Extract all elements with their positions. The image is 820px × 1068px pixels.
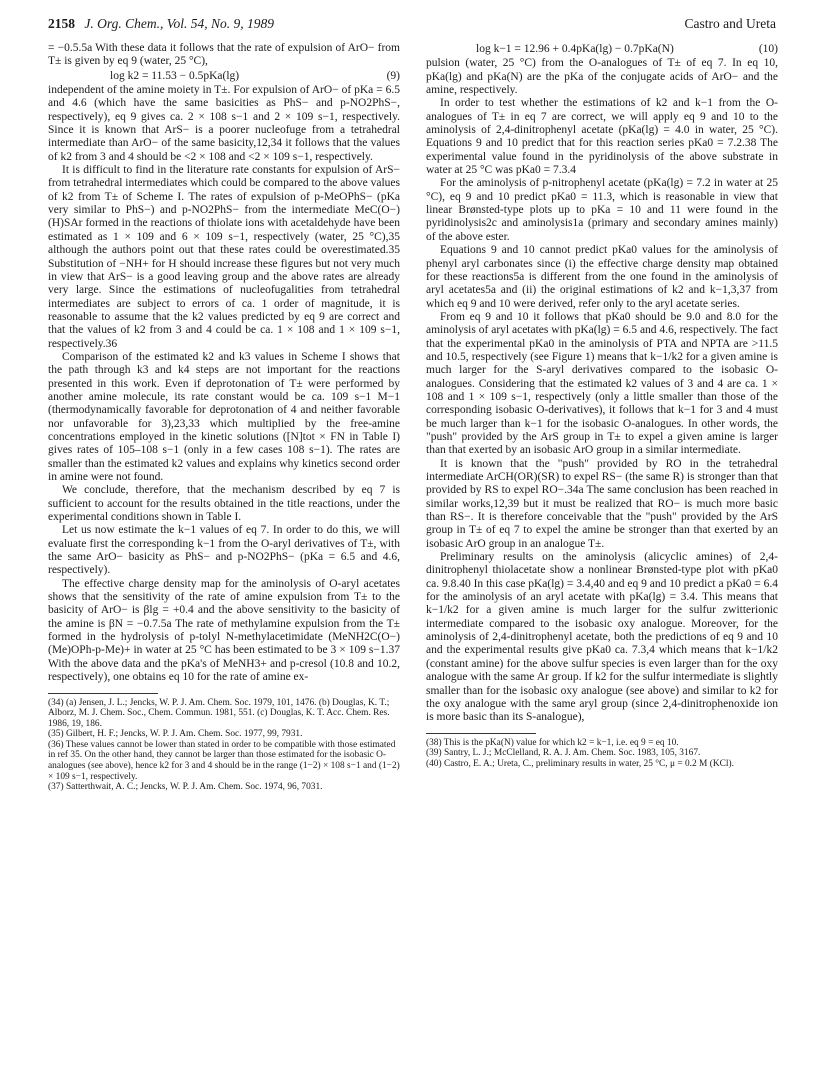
paragraph: It is known that the "push" provided by RO in the tetrahedral intermediate ArCH(OR)(SR) to expel RS− (the same R) is stronger than that provided by RS to expel RO−.34a The same conclusion has been reached in similar works,12,39 but it must be realized that RO− is much more basic than RS−. It is therefore conceivable that the "push" provided by the ArS group in T± of eq 7 to expel the amine be stronger than that exerted by an isobasic ArO group in an analogue T±.	[426, 457, 778, 550]
equation-number: (10)	[758, 43, 778, 55]
footnote: (37) Satterthwait, A. C.; Jencks, W. P. J. Am. Chem. Soc. 1974, 96, 7031.	[48, 782, 323, 793]
equation-9	[48, 70, 400, 83]
footnote: (38) This is the pKa(N) value for which k2 = k−1, i.e. eq 9 = eq 10.	[426, 737, 679, 748]
right-column	[426, 42, 778, 769]
paragraph: independent of the amine moiety in T±. For expulsion of ArO− of pKa = 6.5 and 4.6 (which have the same basicities as PhS− and p-NO2PhS−, respectively), eq 9 gives ca. 2 × 108 s−1 and 2 × 109 s−1, respectively. Since it is known that ArS− is a poorer nucleofuge from a tetrahedral intermediate than ArO− of the same basicity,12,34 it follows that the values of k2 from 3 and 4 should be <2 × 108 and <2 × 109 s−1, respectively.	[48, 84, 400, 163]
page-number: 2158	[48, 16, 75, 31]
equation-number: (9)	[386, 69, 400, 82]
equation-10	[426, 43, 778, 56]
paragraph: Preliminary results on the aminolysis (alicyclic amines) of 2,4-dinitrophenyl thiolacetate show a nonlinear Brønsted-type plot with pKa0 ca. 9.8.40 In this case pKa(lg) = 3.4,40 and eq 9 and 10 predict a pKa0 = 6.4 for the aminolysis of an aryl acetate with pKa(lg) = 3.4. This means that k−1/k2 for a given amine is much larger for the sulfur zwitterionic intermediate compared to the isobasic oxy analogue. Moreover, for the aminolysis of 2,4-dinitrophenyl acetate, both the predictions of eq 9 and 10 and the experimental results give pKa0 ca. 7.3,4 which means that k−1/k2 (constant amine) for the above sulfur species is even larger than for the oxy analogue with the same Ar group. If k2 for the sulfur intermediate is slightly smaller than for the isobasic oxy analogue (see above) and similar to k2 for the oxy analogue with the same aryl group (since 2,4-dinitrophenoxide ion is more basic than its S-analogue),	[426, 551, 778, 724]
footnote-rule	[426, 733, 536, 734]
paragraph: pulsion (water, 25 °C) from the O-analogues of T± of eq 7. In eq 10, pKa(lg) and pKa(N) are the pKa of the conjugate acids of ArO− and the amine, respectively.	[426, 57, 778, 97]
footnotes	[426, 738, 778, 770]
paragraph: Comparison of the estimated k2 and k3 values in Scheme I shows that the path through k3 and k4 steps are not important for the reactions presented in this work. Even if deprotonation of T± were performed by another amine molecule, its rate constant would be ca. 109 s−1 M−1 (thermodynamically favorable for deprotonation of 4 and neither favorable nor unfavorable for 3),23,33 which multiplied by the free-amine concentrations employed in the kinetic solutions ([N]tot × FN in Table I) gives rates of 105–108 s−1 (only in a few cases 108 s−1). The rates are smaller than the estimated k2 values and explains why kinetics second order in amine were not found.	[48, 350, 400, 483]
footnote: (40) Castro, E. A.; Ureta, C., preliminary results in water, 25 °C, μ = 0.2 M (KCl).	[426, 758, 734, 769]
footnote: (39) Santry, L. J.; McClelland, R. A. J. Am. Chem. Soc. 1983, 105, 3167.	[426, 748, 701, 759]
footnote: (34) (a) Jensen, J. L.; Jencks, W. P. J. Am. Chem. Soc. 1979, 101, 1476. (b) Douglas, K. T.; Alborz, M. J. Chem. Soc., Chem. Commun. 1981, 551. (c) Douglas, K. T. Acc. Chem. Res. 1986, 19, 186.	[48, 697, 390, 729]
header-left	[48, 16, 274, 32]
equation-text: log k−1 = 12.96 + 0.4pKa(lg) − 0.7pKa(N)	[476, 43, 674, 55]
page-header	[48, 16, 776, 36]
paragraph: = −0.5.5a With these data it follows that the rate of expulsion of ArO− from T± is given by eq 9 (water, 25 °C),	[48, 42, 400, 68]
equation-text: log k2 = 11.53 − 0.5pKa(lg)	[110, 69, 240, 82]
paragraph: For the aminolysis of p-nitrophenyl acetate (pKa(lg) = 7.2 in water at 25 °C), eq 9 and 10 predict pKa0 = 11.3, which is reasonable in view that linear Brønsted-type plots up to pKa = 10 and 11 were found in the pyridinolysis2c and aminolysis1a (primary and secondary amines mainly) of the above ester.	[426, 177, 778, 243]
paragraph: The effective charge density map for the aminolysis of O-aryl acetates shows that the sensitivity of the rate of amine expulsion from T± to the basicity of ArO− is βlg = +0.4 and the above sensitivity to the basicity of the amine is βN = −0.7.5a The rate of methylamine expulsion from the T± formed in the hydrolysis of p-tolyl N-methylacetimidate (MeNH2C(O−)(Me)OPh-p-Me)+ in water at 25 °C has been estimated to be 3 × 109 s−1.37 With the above data and the pKa's of MeNH3+ and p-cresol (10.8 and 10.2, respectively), one obtains eq 10 for the rate of amine ex-	[48, 577, 400, 684]
paragraph: Let us now estimate the k−1 values of eq 7. In order to do this, we will evaluate first the corresponding k−1 from the O-aryl derivatives of T±, with the same ArO− basicity as PhS− and p-NO2PhS− (pKa = 6.5 and 4.6, respectively).	[48, 524, 400, 577]
footnote-rule	[48, 693, 158, 694]
footnotes	[48, 698, 400, 793]
running-authors: Castro and Ureta	[684, 16, 776, 31]
footnote: (36) These values cannot be lower than stated in order to be compatible with those estimated in ref 35. On the other hand, they cannot be larger than those estimated for the isobasic O-analogues (see above), hence k2 for 3 and 4 should be in the range (1−2) × 108 s−1 and (1−2) × 109 s−1, respectively.	[48, 739, 400, 782]
paragraph: We conclude, therefore, that the mechanism described by eq 7 is sufficient to account for the results obtained in the title reactions, under the experimental conditions shown in Table I.	[48, 484, 400, 524]
paragraph: In order to test whether the estimations of k2 and k−1 from the O-analogues of T± in eq 7 are correct, we will apply eq 9 and 10 to the aminolysis of 2,4-dinitrophenyl acetate (pKa(lg) = 4.0 in water, 25 °C). Equations 9 and 10 predict that for this reaction series pKa0 = 7.2.38 The experimental value found in the pyridinolysis of the above substrate in water at 25 °C was pKa0 = 7.3.4	[426, 97, 778, 177]
paragraph: Equations 9 and 10 cannot predict pKa0 values for the aminolysis of phenyl aryl carbonates since (i) the effective charge density map obtained for these reactions5a is different from the one found in the aminolysis of aryl acetates5a and (ii) the original estimations of k2 and k−1,3,37 from which eq 9 and 10 were derived, refer only to the aryl acetate series.	[426, 244, 778, 310]
left-column	[48, 42, 400, 793]
footnote: (35) Gilbert, H. F.; Jencks, W. P. J. Am. Chem. Soc. 1977, 99, 7931.	[48, 729, 303, 740]
journal-citation: J. Org. Chem., Vol. 54, No. 9, 1989	[84, 16, 274, 31]
paragraph: From eq 9 and 10 it follows that pKa0 should be 9.0 and 8.0 for the aminolysis of aryl acetates with pKa(lg) = 6.5 and 4.6, respectively. The fact that the experimental pKa0 in the aminolysis of PTA and NPTA are >11.5 and 10.5, respectively (see Figure 1) means that k−1/k2 for a given amine is much larger for the S-aryl derivatives compared to the isobasic O-analogues. Considering that the estimated k2 values of 3 and 4 are ca. 1 × 108 and 1 × 109 s−1, respectively (only a little smaller than those of the corresponding isobasic O-derivatives), it follows that k−1 for 3 and 4 must be much larger than k−1 for the isobasic O-analogues. In other words, the "push" provided by the ArS group in T± to expel a given amine is larger than that exerted by an isobasic ArO group in a similar intermediate.	[426, 310, 778, 457]
paragraph: It is difficult to find in the literature rate constants for expulsion of ArS− from tetrahedral intermediates which could be compared to the above values of k2 from T± of Scheme I. The rates of expulsion of p-MeOPhS− (pKa very similar to PhS−) and p-NO2PhS− from the intermediate MeC(O−)(H)SAr formed in the reactions of thiolate ions with acetaldehyde have been estimated as 1 × 109 and 6 × 109 s−1, respectively (water, 25 °C),35 although the authors point out that these rates could be overestimated.35 Substitution of −NH+ for H should increase these figures but not very much in view that ArS− is a good leaving group and the above rates are already very large. Since the estimations of nucleofugalities from tetrahedral intermediates are subject to errors of ca. 1 order of magnitude, it is reasonable to assume that the k2 values predicted by eq 9 are correct and that the values of k2 from 3 and 4 could be ca. 1 × 108 and 1 × 109 s−1, respectively.36	[48, 164, 400, 350]
